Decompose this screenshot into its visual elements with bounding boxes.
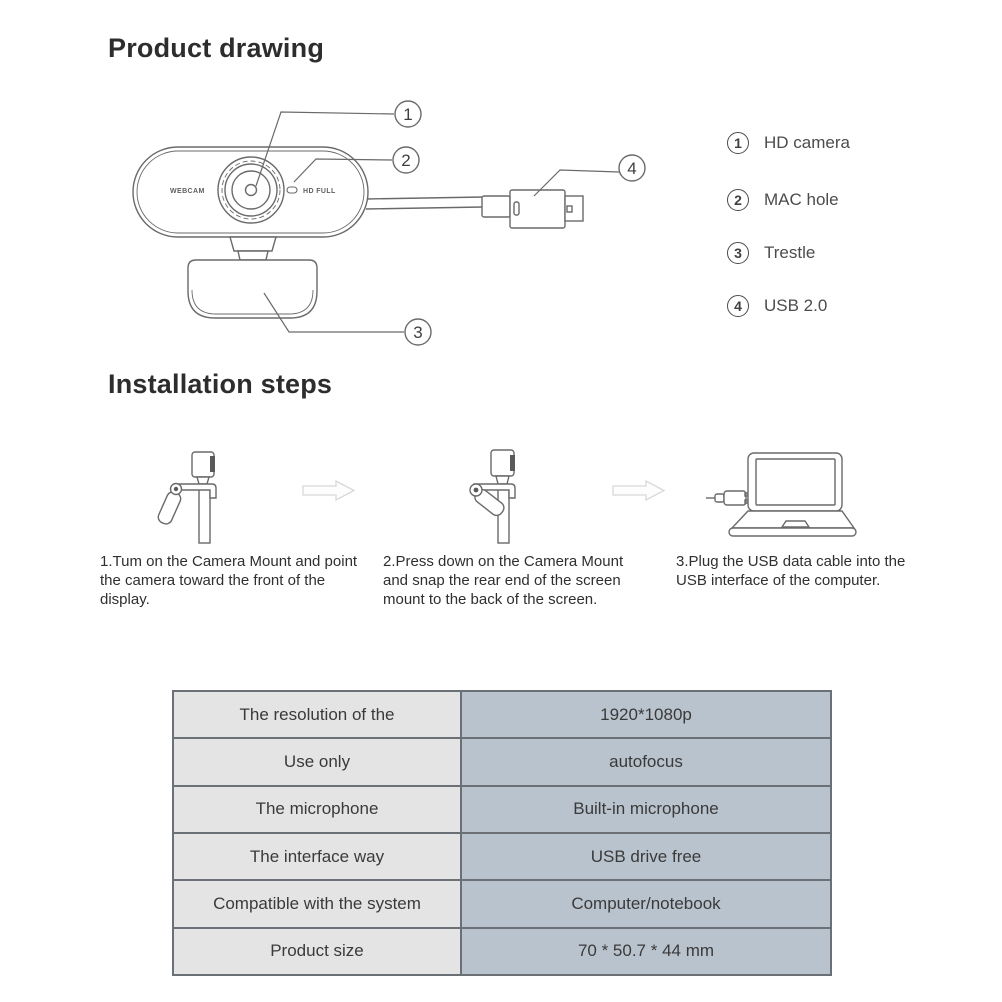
legend-label: HD camera — [764, 133, 850, 152]
spec-value: Built-in microphone — [461, 786, 831, 833]
legend-label: MAC hole — [764, 190, 839, 209]
legend-item-usb — [727, 295, 827, 317]
installation-steps-title: Installation steps — [108, 369, 333, 399]
table-row — [173, 833, 831, 880]
webcam-drawing — [120, 90, 660, 360]
step-2-caption: 2.Press down on the Camera Mount and snap the rear end of the screen mount to the back of the screen. — [383, 553, 624, 608]
legend-num-4-icon: 4 — [727, 295, 749, 317]
spec-value: USB drive free — [461, 833, 831, 880]
legend-num-1-icon: 1 — [727, 132, 749, 154]
trestle-base — [188, 237, 317, 318]
spec-table — [172, 690, 832, 976]
legend-item-trestle — [727, 242, 815, 264]
spec-label: The microphone — [173, 786, 461, 833]
usb-plug-icon — [706, 491, 748, 505]
table-row — [173, 880, 831, 927]
step-1-caption: 1.Tum on the Camera Mount and point the camera toward the front of the display. — [100, 553, 358, 608]
camera-mount-step1-icon — [150, 435, 280, 550]
legend-label: USB 2.0 — [764, 296, 828, 315]
spec-label: The resolution of the — [173, 691, 461, 738]
camera-mount-step2-icon — [455, 435, 585, 550]
step-3-caption: 3.Plug the USB data cable into the USB interface of the computer. — [676, 553, 906, 589]
brand-label: WEBCAM — [170, 188, 205, 195]
svg-text:1: 1 — [403, 105, 413, 124]
hd-full-label: HD FULL — [303, 188, 336, 195]
spec-value: 70 * 50.7 * 44 mm — [461, 928, 831, 975]
arrow-right-icon — [612, 480, 666, 501]
spec-label: The interface way — [173, 833, 461, 880]
usb-connector-icon — [482, 190, 583, 228]
legend-label: Trestle — [764, 243, 816, 262]
usb-cable — [366, 197, 483, 209]
legend-num-2-icon: 2 — [727, 189, 749, 211]
spec-value: 1920*1080p — [461, 691, 831, 738]
spec-label: Use only — [173, 738, 461, 785]
table-row — [173, 738, 831, 785]
table-row — [173, 786, 831, 833]
spec-value: autofocus — [461, 738, 831, 785]
svg-text:4: 4 — [627, 159, 637, 178]
spec-value: Computer/notebook — [461, 880, 831, 927]
legend-item-mac-hole — [727, 189, 839, 211]
spec-label: Product size — [173, 928, 461, 975]
table-row — [173, 928, 831, 975]
spec-label: Compatible with the system — [173, 880, 461, 927]
laptop-icon — [690, 445, 870, 545]
legend-item-hd-camera — [727, 132, 850, 154]
svg-text:2: 2 — [401, 151, 411, 170]
legend-num-3-icon: 3 — [727, 242, 749, 264]
table-row — [173, 691, 831, 738]
product-drawing-title: Product drawing — [108, 33, 325, 63]
svg-text:3: 3 — [413, 323, 423, 342]
arrow-right-icon — [302, 480, 356, 501]
